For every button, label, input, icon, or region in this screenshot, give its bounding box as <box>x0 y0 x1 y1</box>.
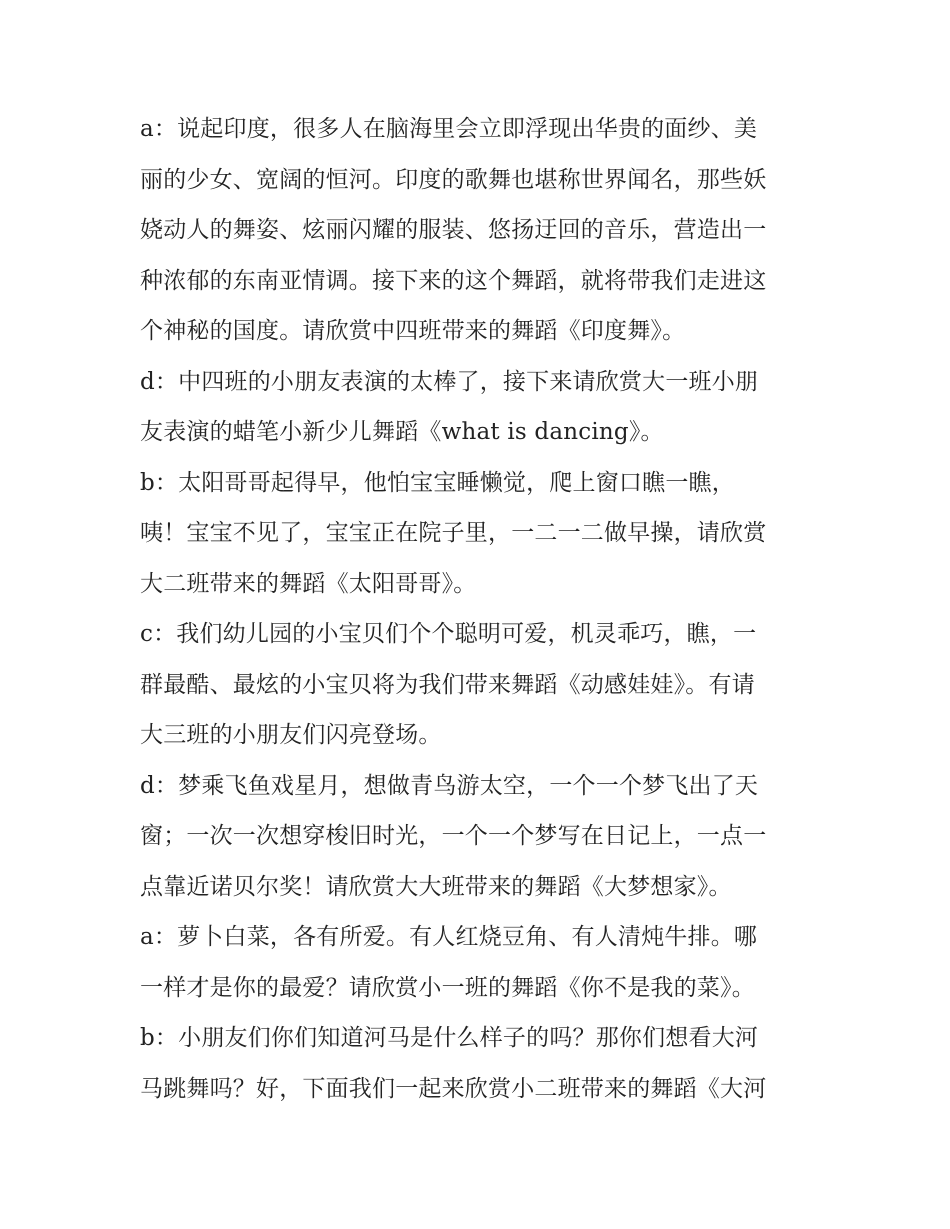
text-line: b：太阳哥哥起得早，他怕宝宝睡懒觉，爬上窗口瞧一瞧， <box>140 469 735 496</box>
paragraph-a-not-my-dish <box>140 912 812 1013</box>
paragraph-b-sun-brother <box>140 458 812 610</box>
text-line: 咦！宝宝不见了，宝宝正在院子里，一二一二做早操，请欣赏 <box>140 520 767 546</box>
text-line: 点靠近诺贝尔奖！请欣赏大大班带来的舞蹈《大梦想家》。 <box>140 873 732 900</box>
text-line: 大三班的小朋友们闪亮登场。 <box>140 722 442 748</box>
paragraph-d-what-is-dancing <box>140 357 812 458</box>
text-line: 窗；一次一次想穿梭旧时光，一个一个梦写在日记上，一点一 <box>140 823 767 849</box>
paragraph-c-dynamic-dolls <box>140 609 812 761</box>
text-line: b：小朋友们你们知道河马是什么样子的吗？那你们想看大河 <box>140 1025 759 1051</box>
text-line: 马跳舞吗？好，下面我们一起来欣赏小二班带来的舞蹈《大河 <box>140 1075 767 1102</box>
text-line: a：萝卜白菜，各有所爱。有人红烧豆角、有人清炖牛排。哪 <box>140 924 758 950</box>
text-line: c：我们幼儿园的小宝贝们个个聪明可爱，机灵乖巧，瞧，一 <box>140 621 757 647</box>
text-line: 娆动人的舞姿、炫丽闪耀的服装、悠扬迂回的音乐，营造出一 <box>140 217 767 243</box>
text-line: 友表演的蜡笔小新少儿舞蹈《what is dancing》。 <box>140 419 664 445</box>
text-line: a：说起印度，很多人在脑海里会立即浮现出华贵的面纱、美 <box>140 116 758 142</box>
text-line: 个神秘的国度。请欣赏中四班带来的舞蹈《印度舞》。 <box>140 318 686 344</box>
text-line: 群最酷、最炫的小宝贝将为我们带来舞蹈《动感娃娃》。有请 <box>140 671 755 698</box>
text-line: d：中四班的小朋友表演的太棒了，接下来请欣赏大一班小朋 <box>140 368 759 395</box>
text-line: 种浓郁的东南亚情调。接下来的这个舞蹈，就将带我们走进这 <box>140 267 767 294</box>
document-body <box>140 104 812 1114</box>
paragraph-b-big-hippo <box>140 1013 812 1114</box>
paragraph-d-big-dreamer <box>140 761 812 913</box>
text-line: 丽的少女、宽阔的恒河。印度的歌舞也堪称世界闻名，那些妖 <box>140 166 767 193</box>
text-line: 一样才是你的最爱？请欣赏小一班的舞蹈《你不是我的菜》。 <box>140 974 755 1001</box>
paragraph-a-india-dance <box>140 104 812 357</box>
text-line: d：梦乘飞鱼戏星月，想做青鸟游太空，一个一个梦飞出了天 <box>140 772 759 799</box>
text-line: 大二班带来的舞蹈《太阳哥哥》。 <box>140 570 477 597</box>
